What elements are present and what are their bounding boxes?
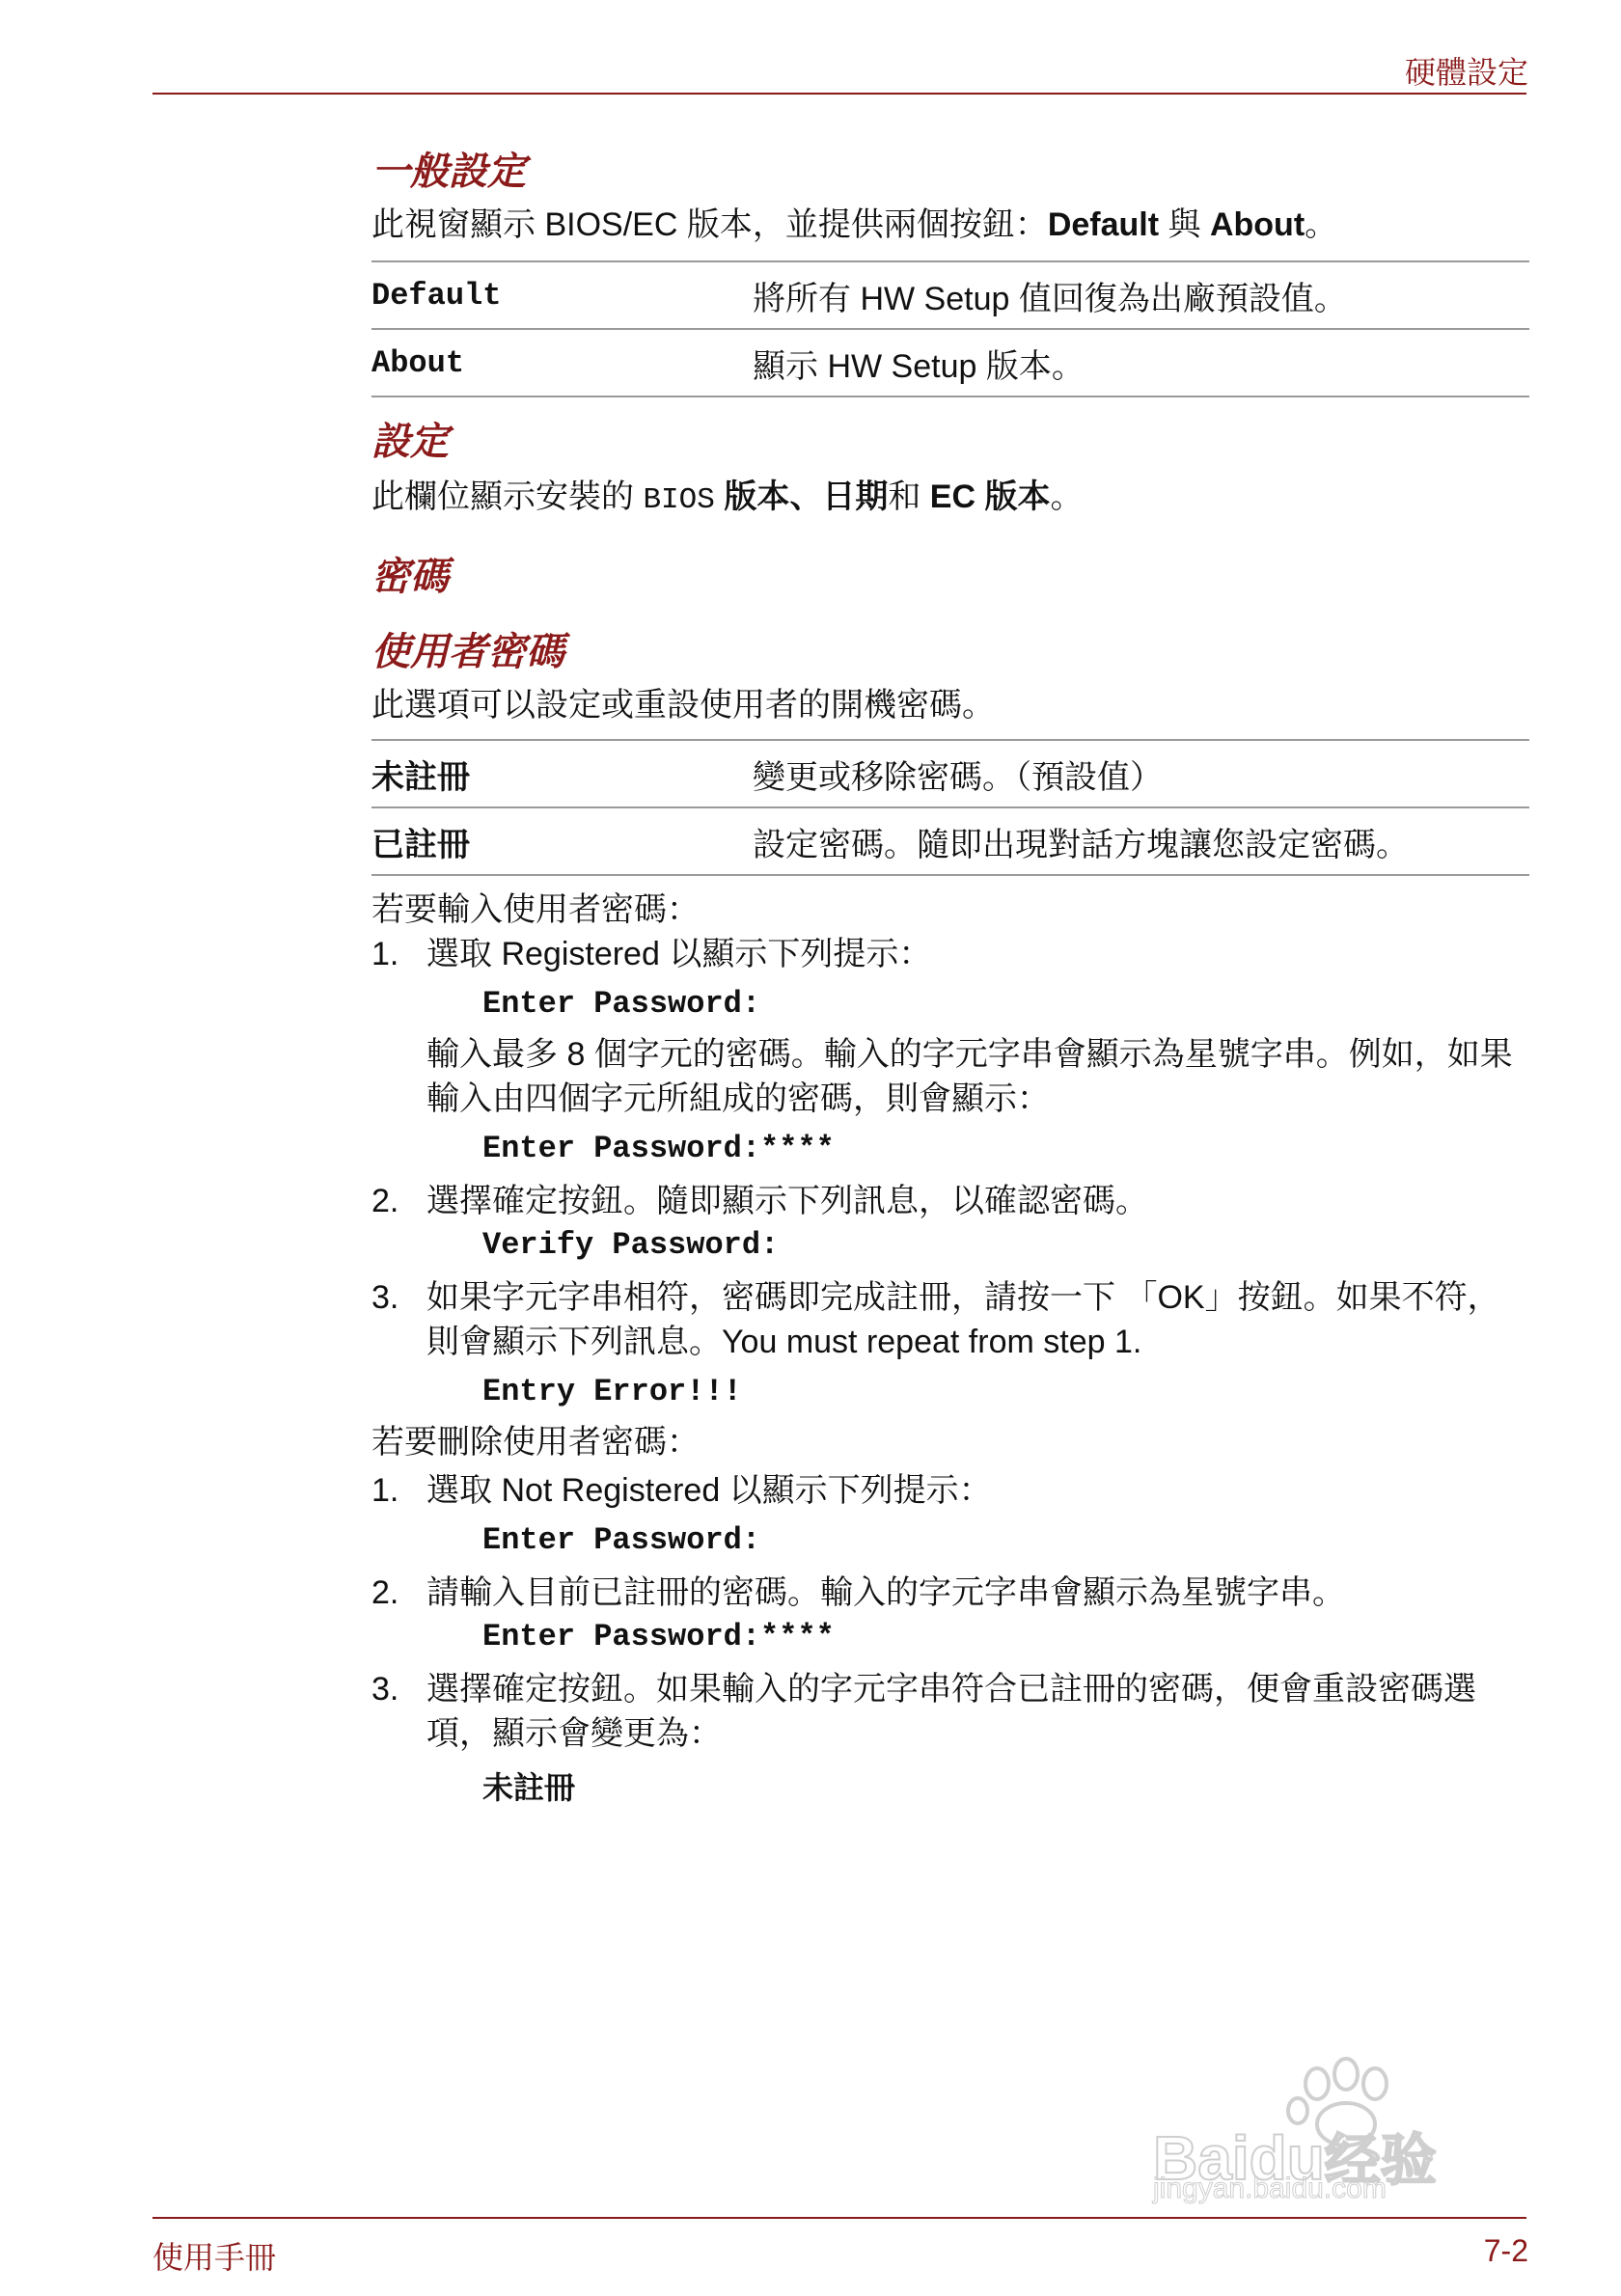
general-intro: 此視窗顯示 BIOS/EC 版本，並提供兩個按鈕：Default 與 About。 <box>371 206 1338 243</box>
step-text: 選取 Registered 以顯示下列提示： <box>426 936 932 972</box>
code-line: Verify Password: <box>482 1227 780 1263</box>
code-line: 未註冊 <box>482 1770 576 1805</box>
table-row <box>371 329 1529 396</box>
list-item <box>371 1571 1529 1615</box>
password-table <box>371 739 1529 876</box>
section-title-password: 密碼 <box>371 554 449 599</box>
code-line: Enter Password:**** <box>482 1131 835 1166</box>
step-text: 選取 Not Registered 以顯示下列提示： <box>426 1472 992 1509</box>
step-number: 2. <box>371 1183 399 1219</box>
table-value: 將所有 HW Setup 值回復為出廠預設值。 <box>753 261 1529 329</box>
running-header: 硬體設定 <box>1404 54 1528 91</box>
table-key: About <box>371 329 753 396</box>
code-line: Entry Error!!! <box>482 1374 742 1409</box>
table-row <box>371 261 1529 329</box>
step-number: 3. <box>371 1279 399 1316</box>
table-key: Default <box>371 261 753 329</box>
list-item <box>371 932 1529 976</box>
code-line: Enter Password: <box>482 986 761 1022</box>
step-text: 選擇確定按鈕。隨即顯示下列訊息，以確認密碼。 <box>426 1183 1148 1219</box>
step-text: 請輸入目前已註冊的密碼。輸入的字元字串會顯示為星號字串。 <box>426 1574 1345 1611</box>
watermark-url: jingyan.baidu.com <box>1153 2173 1387 2204</box>
step-text: 輸入最多 8 個字元的密碼。輸入的字元字串會顯示為星號字串。例如，如果輸入由四個字元所組成的密碼，則會顯示： <box>426 1036 1513 1117</box>
table-value: 變更或移除密碼。（預設值） <box>753 740 1529 807</box>
page-number: 7-2 <box>1483 2233 1528 2268</box>
page-content <box>371 145 1529 1816</box>
step-text: 如果字元字串相符，密碼即完成註冊，請按一下 「OK」按鈕。如果不符，則會顯示下列訊息。You must repeat from step 1. <box>426 1279 1500 1360</box>
table-key: 已註冊 <box>371 807 753 875</box>
list-item <box>371 1179 1529 1223</box>
table-value: 設定密碼。隨即出現對話方塊讓您設定密碼。 <box>753 807 1529 875</box>
list-item <box>371 1468 1529 1513</box>
list-item <box>371 1667 1529 1756</box>
section-title-setting: 設定 <box>371 419 449 464</box>
password-intro: 此選項可以設定或重設使用者的開機密碼。 <box>371 687 995 724</box>
general-table <box>371 260 1529 397</box>
list-item-continuation <box>371 1032 1529 1121</box>
step-text: 選擇確定按鈕。如果輸入的字元字串符合已註冊的密碼，便會重設密碼選項，顯示會變更為： <box>426 1671 1476 1752</box>
enter-heading: 若要輸入使用者密碼： <box>371 891 700 928</box>
setting-text: 此欄位顯示安裝的 BIOS 版本、日期和 EC 版本。 <box>371 478 1084 517</box>
section-title-user-password: 使用者密碼 <box>371 629 564 674</box>
footer-manual-title: 使用手冊 <box>152 2239 277 2276</box>
header-rule <box>152 93 1526 95</box>
footer-rule <box>152 2217 1526 2219</box>
list-item <box>371 1275 1529 1364</box>
step-number: 3. <box>371 1671 399 1708</box>
code-line: Enter Password:**** <box>482 1619 835 1654</box>
section-title-general: 一般設定 <box>371 149 526 194</box>
step-number: 1. <box>371 1472 399 1509</box>
table-value: 顯示 HW Setup 版本。 <box>753 329 1529 396</box>
step-number: 1. <box>371 936 399 972</box>
table-row <box>371 807 1529 875</box>
code-line: Enter Password: <box>482 1522 761 1558</box>
baidu-watermark <box>1153 2055 1539 2204</box>
table-row <box>371 740 1529 807</box>
delete-heading: 若要刪除使用者密碼： <box>371 1424 700 1461</box>
table-key: 未註冊 <box>371 740 753 807</box>
step-number: 2. <box>371 1574 399 1611</box>
watermark-brand: Baidu经验 <box>1153 2123 1437 2193</box>
